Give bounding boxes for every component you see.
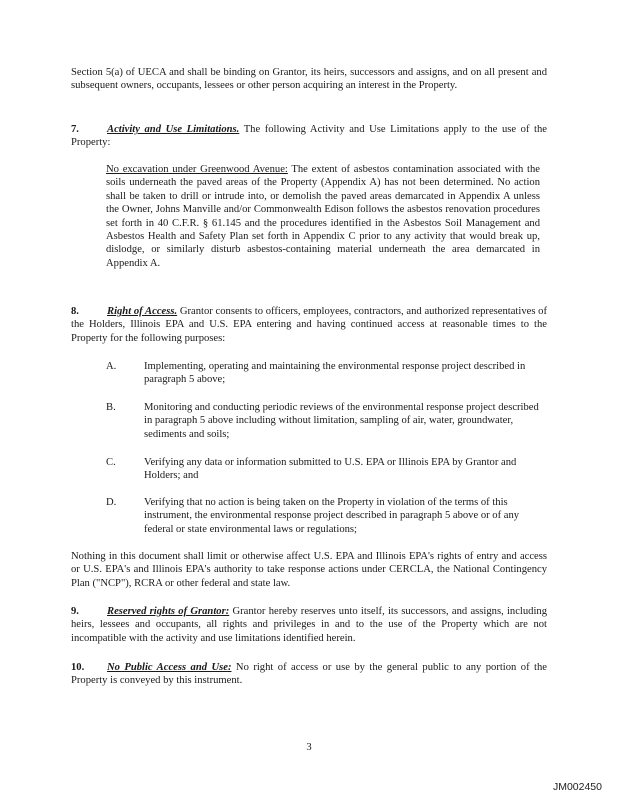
list-item-text: Verifying that no action is being taken on the Property in violation of the terms of this instrument, the environmental response project described in paragraph 5 above or of any federal or state environmental laws or regulations; xyxy=(144,497,520,535)
list-item-label: B. xyxy=(106,402,116,413)
section-8-closing xyxy=(71,550,547,590)
section-9 xyxy=(71,605,547,645)
list-item-text: Monitoring and conducting periodic reviews of the environmental response project described in paragraph 5 above including without limitation, sampling of air, water, groundwater, sediments and soils; xyxy=(144,402,539,440)
section-8-text: Grantor consents to officers, employees, contractors, and authorized representatives of the Holders, Illinois EPA and U.S. EPA entering and having continued access at reasonable times to the Property for the following purposes: xyxy=(71,306,548,344)
section-7-heading: Activity and Use Limitations. xyxy=(107,124,240,135)
section-10 xyxy=(71,661,547,688)
intro-paragraph xyxy=(71,66,547,93)
list-item-label: C. xyxy=(106,457,116,468)
section-7-text: The following Activity and Use Limitations apply to the use of the Property: xyxy=(71,124,547,149)
section-7-number: 7. xyxy=(71,124,79,135)
list-item-text: Verifying any data or information submitted to U.S. EPA or Illinois EPA by Grantor and Holders; and xyxy=(144,457,517,482)
section-10-number: 10. xyxy=(71,662,85,673)
intro-text: Section 5(a) of UECA and shall be binding on Grantor, its heirs, successors and assigns, and on all present and subsequent owners, occupants, lessees or other person acquiring an interest in the Property. xyxy=(71,67,547,92)
section-9-number: 9. xyxy=(71,606,79,617)
section-9-heading: Reserved rights of Grantor: xyxy=(107,606,230,617)
section-7-sub-text: The extent of asbestos contamination associated with the soils underneath the paved areas of the Property (Appendix A) has not been determined. No action shall be taken to drill or intrude into, or demolish the paved areas demarcated in Appendix A unless the Owner, Johns Manville and/or Commonwealth Edison follows the asbestos renovation procedures set forth in 40 C.F.R. § 61.145 and the procedures identified in the Asbestos Soil Management and Asbestos Health and Safety Plan set forth in Appendix C prior to any activity that would break up, dislodge, or similarly disturb asbestos-containing material underneath the area demarcated in Appendix A. xyxy=(106,164,540,269)
list-item-label: A. xyxy=(106,361,117,372)
bates-number: JM002450 xyxy=(552,781,602,793)
section-9-text: Grantor hereby reserves unto itself, its successors, and assigns, including heirs, lessees and occupants, all rights and privileges in and to the use of the Property which are not incompatible with the activity and use limitations identified herein. xyxy=(71,606,548,644)
section-7-sub-heading: No excavation under Greenwood Avenue: xyxy=(106,164,288,175)
section-8 xyxy=(71,305,547,345)
list-item-label: D. xyxy=(106,497,117,508)
section-8-heading: Right of Access. xyxy=(107,306,178,317)
section-10-heading: No Public Access and Use: xyxy=(107,662,232,673)
section-8-closing-text: Nothing in this document shall limit or otherwise affect U.S. EPA and Illinois EPA's rights of entry and access or U.S. EPA's and Illinois EPA's authority to take response actions under CERCLA, the National Contingency Plan ("NCP"), RCRA or other federal and state law. xyxy=(71,551,547,589)
section-10-text: No right of access or use by the general public to any portion of the Property is conveyed by this instrument. xyxy=(71,662,547,687)
page-number: 3 xyxy=(306,742,312,753)
section-8-number: 8. xyxy=(71,306,79,317)
list-item-text: Implementing, operating and maintaining the environmental response project described in paragraph 5 above; xyxy=(144,361,526,386)
section-7 xyxy=(71,123,547,150)
section-7-subparagraph xyxy=(106,163,540,270)
